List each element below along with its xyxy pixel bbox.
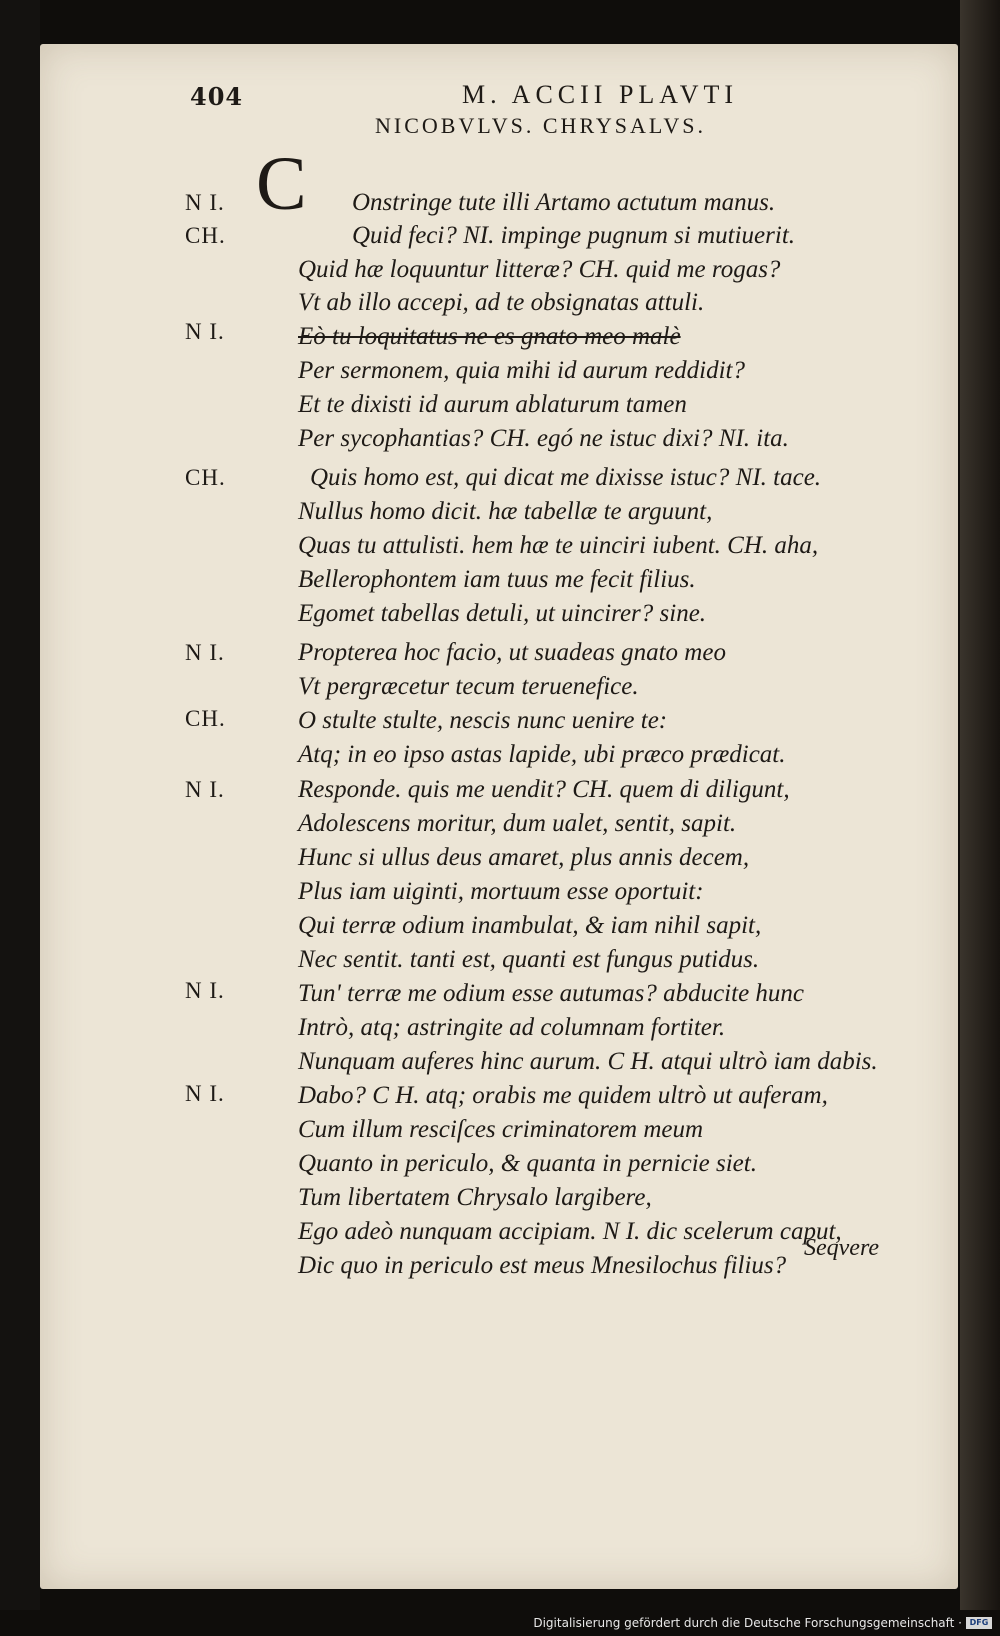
speaker-label: N I. bbox=[185, 640, 225, 665]
speaker-label: N I. bbox=[185, 978, 225, 1003]
verse-line: Adolescens moritur, dum ualet, sentit, sapit. bbox=[298, 810, 737, 837]
speaker-label: N I. bbox=[185, 190, 225, 215]
footer-text: Digitalisierung gefördert durch die Deutsche Forschungsgemeinschaft · bbox=[533, 1616, 962, 1630]
verse-line: Dic quo in periculo est meus Mnesilochus filius? bbox=[298, 1252, 787, 1279]
running-head: M. ACCII PLAVTI bbox=[462, 80, 739, 109]
verse-line: Quis homo est, qui dicat me dixisse istuc? NI. tace. bbox=[310, 464, 822, 491]
verse-line: Per sermonem, quia mihi id aurum reddidit? bbox=[298, 357, 745, 384]
speaker-label: CH. bbox=[185, 706, 226, 731]
verse-line: Onstringe tute illi Artamo actutum manus. bbox=[352, 189, 776, 216]
verse-line: Atq; in eo ipso astas lapide, ubi præco prædicat. bbox=[298, 741, 786, 768]
verse-line: Et te dixisti id aurum ablaturum tamen bbox=[298, 391, 687, 418]
verse-line: Per sycophantias? CH. egó ne istuc dixi? NI. ita. bbox=[298, 425, 789, 452]
verse-line: Tun' terræ me odium esse autumas? abducite hunc bbox=[298, 980, 805, 1007]
page-number: 404 bbox=[190, 82, 244, 111]
verse-line: Nec sentit. tanti est, quanti est fungus putidus. bbox=[298, 946, 760, 973]
verse-line: Cum illum resciſces criminatorem meum bbox=[298, 1116, 704, 1143]
verse-line: Vt pergræcetur tecum teruenefice. bbox=[298, 673, 639, 700]
verse-line: Nullus homo dicit. hæ tabellæ te arguunt, bbox=[298, 498, 713, 525]
verse-line: Egomet tabellas detuli, ut uincirer? sine. bbox=[298, 600, 707, 627]
digitization-footer bbox=[533, 1616, 992, 1630]
verse-line: Nunquam auferes hinc aurum. C H. atqui ultrò iam dabis. bbox=[298, 1048, 878, 1075]
page-edge bbox=[960, 0, 1000, 1610]
verse-line: Hunc si ullus deus amaret, plus annis decem, bbox=[298, 844, 750, 871]
verse-line: Responde. quis me uendit? CH. quem di diligunt, bbox=[298, 776, 790, 803]
verse-line: Quas tu attulisti. hem hæ te uinciri iubent. CH. aha, bbox=[298, 532, 819, 559]
verse-line: Quid hæ loquuntur litteræ? CH. quid me rogas? bbox=[298, 256, 781, 283]
verse-line: Plus iam uiginti, mortuum esse oportuit: bbox=[298, 878, 704, 905]
speaker-label: N I. bbox=[185, 777, 225, 802]
scene-heading: NICOBVLVS. CHRYSALVS. bbox=[375, 113, 706, 138]
drop-cap: C bbox=[256, 142, 307, 226]
binding-shadow bbox=[0, 0, 40, 1610]
catchword: Seqvere bbox=[804, 1235, 880, 1261]
verse-line: Intrò, atq; astringite ad columnam fortiter. bbox=[298, 1014, 726, 1041]
verse-line: Tum libertatem Chrysalo largibere, bbox=[298, 1184, 652, 1211]
dfg-logo-icon: DFG bbox=[966, 1617, 992, 1629]
verse-line: Dabo? C H. atq; orabis me quidem ultrò ut auferam, bbox=[298, 1082, 828, 1109]
verse-line: Eò tu loquitatus ne es gnato meo malè bbox=[298, 323, 681, 350]
verse-line: Bellerophontem iam tuus me fecit filius. bbox=[298, 566, 696, 593]
speaker-label: CH. bbox=[185, 223, 226, 248]
speaker-label: CH. bbox=[185, 465, 226, 490]
verse-line: O stulte stulte, nescis nunc uenire te: bbox=[298, 707, 668, 734]
verse-line: Ego adeò nunquam accipiam. N I. dic scelerum caput, bbox=[298, 1218, 842, 1245]
verse-line: Propterea hoc facio, ut suadeas gnato meo bbox=[298, 639, 726, 666]
verse-line: Quanto in periculo, & quanta in pernicie siet. bbox=[298, 1150, 757, 1177]
speaker-label: N I. bbox=[185, 319, 225, 344]
verse-line: Qui terræ odium inambulat, & iam nihil sapit, bbox=[298, 912, 762, 939]
verse-line: Vt ab illo accepi, ad te obsignatas attuli. bbox=[298, 289, 705, 316]
verse-line: Quid feci? NI. impinge pugnum si mutiuerit. bbox=[352, 222, 796, 249]
speaker-label: N I. bbox=[185, 1081, 225, 1106]
